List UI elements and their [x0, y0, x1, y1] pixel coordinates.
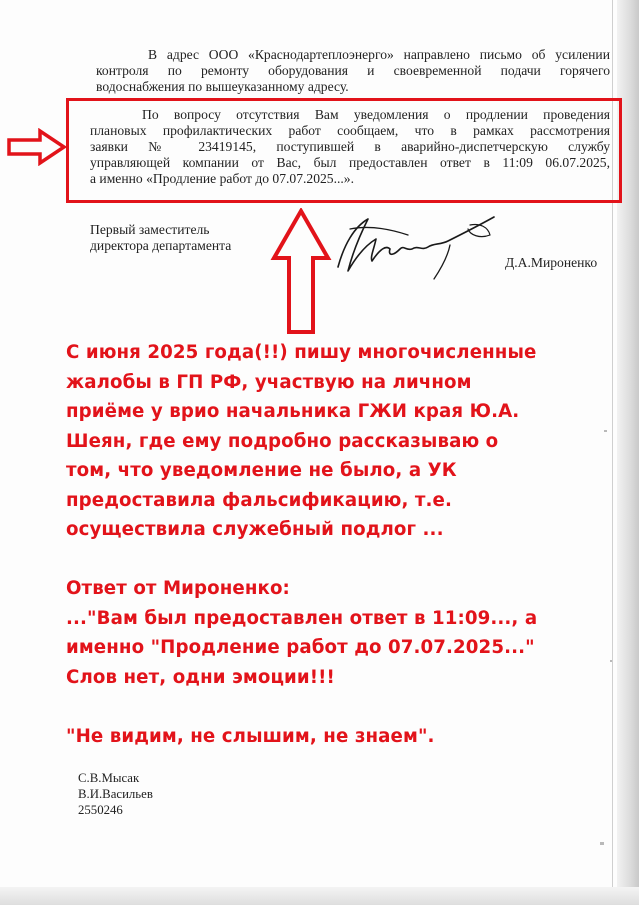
annotation-line: осуществила служебный подлог ...	[66, 519, 444, 540]
letter-line: плановых профилактических работ сообщаем, что в рамках рассмотрения	[90, 123, 610, 138]
signer-title-line: директора департамента	[90, 238, 232, 253]
scan-speck	[600, 842, 604, 845]
letter-line: заявки № 23419145, поступившей в аварийно-диспетчерскую службу	[90, 139, 610, 154]
letter-line: управляющей компании от Вас, был предоставлен ответ в 11:09 06.07.2025,	[90, 155, 610, 170]
signer-title-line: Первый заместитель	[90, 222, 210, 237]
page-bottom-shadow	[0, 887, 639, 905]
scan-speck	[610, 660, 612, 662]
letter-line: В адрес ООО «Краснодартеплоэнерго» направлено письмо об усилении	[148, 47, 610, 62]
red-annotation	[66, 338, 606, 751]
annotation-line: Слов нет, одни эмоции!!!	[66, 666, 335, 688]
annotation-line: приёме у врио начальника ГЖИ края Ю.А.	[66, 401, 520, 422]
footer-line: В.И.Васильев	[78, 787, 153, 801]
footer-line: 2550246	[78, 803, 123, 817]
annotation-line: Ответ от Мироненко:	[66, 578, 290, 599]
annotation-line: Шеян, где ему подробно рассказываю о	[66, 430, 499, 452]
scan-speck	[604, 430, 607, 432]
signer-title	[90, 222, 310, 254]
arrow-right-outline-icon	[6, 128, 68, 166]
letter-line: контроля по ремонту оборудования и своевременной подачи горячего	[96, 63, 610, 78]
highlight-box	[66, 98, 622, 203]
annotation-line: том, что уведомление не было, а УК	[66, 460, 457, 481]
annotation-line: жалобы в ГП РФ, участвую на личном	[66, 371, 472, 393]
letter-paragraph-1	[96, 47, 610, 95]
annotation-spacer	[66, 545, 606, 575]
footer-line: С.В.Мысак	[78, 771, 140, 785]
handwritten-signature	[330, 205, 505, 285]
annotation-closing: "Не видим, не слышим, не знаем".	[66, 725, 435, 747]
annotation-line: С июня 2025 года(!!) пишу многочисленные	[66, 342, 537, 363]
footer-contacts	[78, 770, 153, 818]
signer-name: Д.А.Мироненко	[505, 255, 598, 270]
letter-line: По вопросу отсутствия Вам уведомления о продлении проведения	[142, 107, 610, 122]
annotation-line: именно "Продление работ до 07.07.2025..."	[66, 637, 535, 658]
annotation-line: ..."Вам был предоставлен ответ в 11:09..., а	[66, 607, 538, 629]
letter-line: а именно «Продление работ до 07.07.2025...».	[90, 171, 354, 186]
annotation-spacer	[66, 692, 606, 722]
letter-line: водоснабжения по вышеуказанному адресу.	[96, 79, 349, 94]
annotation-line: предоставила фальсификацию, т.е.	[66, 489, 452, 511]
